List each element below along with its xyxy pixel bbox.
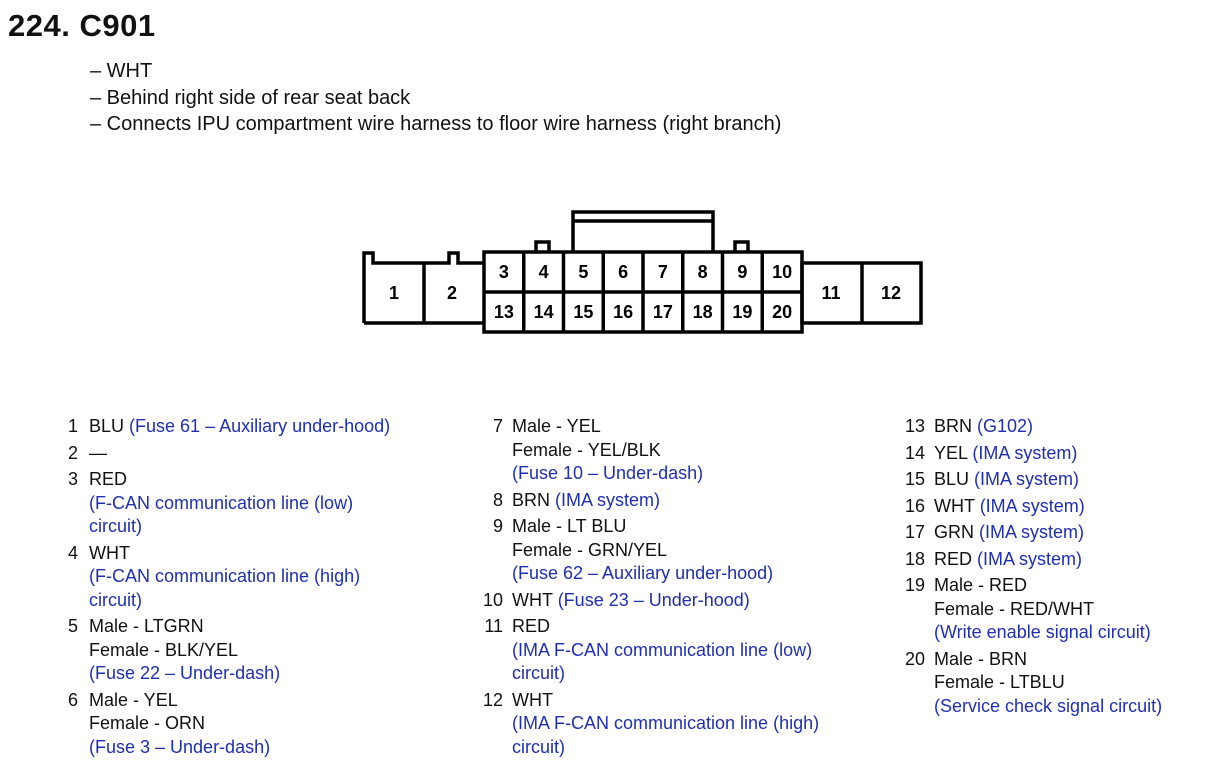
cavity-label-8: 8 — [697, 262, 708, 282]
pin-number: 12 — [482, 689, 503, 710]
wire-color: BLU — [934, 469, 970, 489]
male-color: Male - RED — [934, 575, 1028, 595]
location-line: – Behind right side of rear seat back — [90, 86, 411, 109]
female-color: Female - YEL/BLK — [512, 439, 661, 460]
female-color: Female - LTBLU — [934, 672, 1065, 692]
circuit-note: (G102) — [977, 416, 1034, 436]
pin-16 — [902, 495, 1202, 519]
cavity-label-4: 4 — [538, 262, 549, 282]
pin-number: 2 — [68, 442, 79, 463]
pin-18 — [902, 548, 1202, 572]
circuit-note: (Service check signal circuit) — [934, 695, 1163, 716]
connects-line: – Connects IPU compartment wire harness to floor wire harness (right branch) — [90, 113, 782, 135]
pin-5 — [68, 615, 468, 686]
pin-1 — [68, 415, 468, 439]
circuit-note-cont: circuit) — [512, 736, 565, 757]
pin-10 — [480, 589, 880, 613]
cavity-label-9: 9 — [737, 262, 748, 282]
cavity-label-15: 15 — [573, 302, 594, 322]
pin-number: 8 — [492, 489, 503, 510]
pinout-column-2 — [480, 415, 880, 762]
female-color: Female - BLK/YEL — [89, 639, 239, 660]
male-color: Male - YEL — [89, 689, 178, 710]
pin-number: 17 — [904, 522, 925, 542]
pin-3 — [68, 468, 468, 539]
pin-number: 1 — [68, 416, 79, 436]
cavity-label-3: 3 — [498, 262, 509, 282]
wire-color: WHT — [934, 495, 975, 516]
pin-number: 15 — [904, 469, 925, 489]
male-color: Male - BRN — [934, 648, 1028, 669]
male-color: Male - LTGRN — [89, 616, 204, 636]
pin-number: 7 — [492, 416, 503, 436]
circuit-note: (F-CAN communication line (low) — [89, 492, 354, 513]
cavity-label-19: 19 — [732, 302, 753, 322]
circuit-note: (Write enable signal circuit) — [934, 622, 1151, 642]
wire-color: BRN — [512, 489, 551, 510]
circuit-note: (IMA system) — [979, 522, 1085, 542]
pin-number: 19 — [904, 575, 925, 595]
pin-number: 3 — [68, 469, 79, 489]
pin-11 — [480, 615, 880, 686]
pin-number: 16 — [904, 495, 925, 516]
circuit-note-cont: circuit) — [89, 516, 142, 536]
pin-17 — [902, 521, 1202, 545]
pin-13 — [902, 415, 1202, 439]
wire-color: — — [89, 442, 107, 463]
circuit-note-cont: circuit) — [512, 663, 565, 683]
pin-9 — [480, 515, 880, 586]
pin-12 — [480, 689, 880, 760]
wire-color: YEL — [934, 442, 968, 463]
wire-color: GRN — [934, 522, 974, 542]
cavity-label-20: 20 — [772, 302, 793, 322]
circuit-note: (IMA system) — [972, 442, 1078, 463]
color-line: – WHT — [90, 60, 153, 82]
cavity-label-18: 18 — [692, 302, 713, 322]
circuit-note: (F-CAN communication line (high) — [89, 566, 361, 586]
circuit-note: (IMA system) — [974, 469, 1080, 489]
pin-number: 20 — [904, 648, 925, 669]
cavity-label-12: 12 — [880, 283, 902, 303]
pin-4 — [68, 542, 468, 613]
wire-color: WHT — [512, 589, 553, 610]
wire-color: RED — [89, 469, 128, 489]
circuit-note: (IMA system) — [977, 548, 1083, 569]
female-color: Female - GRN/YEL — [512, 539, 668, 560]
circuit-note: (Fuse 3 – Under-dash) — [89, 736, 271, 757]
wire-color: RED — [934, 548, 973, 569]
cavity-label-7: 7 — [657, 262, 668, 282]
cavity-label-5: 5 — [578, 262, 589, 282]
cavity-label-13: 13 — [493, 302, 514, 322]
wire-color: BRN — [934, 416, 973, 436]
circuit-note: (Fuse 62 – Auxiliary under-hood) — [512, 563, 774, 583]
female-color: Female - RED/WHT — [934, 598, 1095, 619]
pin-7 — [480, 415, 880, 486]
pin-number: 5 — [68, 616, 79, 636]
pin-8 — [480, 489, 880, 513]
cavity-label-11: 11 — [821, 283, 841, 303]
male-color: Male - YEL — [512, 416, 601, 436]
pinout-column-1 — [68, 415, 468, 762]
cavity-label-6: 6 — [618, 262, 629, 282]
circuit-note: (Fuse 10 – Under-dash) — [512, 463, 704, 483]
pin-number: 14 — [904, 442, 925, 463]
cavity-label-1: 1 — [388, 283, 400, 303]
circuit-note: (Fuse 22 – Under-dash) — [89, 663, 281, 683]
wire-color: WHT — [512, 689, 553, 710]
male-color: Male - LT BLU — [512, 516, 627, 536]
pin-number: 4 — [68, 542, 79, 563]
cavity-label-17: 17 — [652, 302, 673, 322]
pin-number: 13 — [904, 416, 925, 436]
pin-20 — [902, 648, 1202, 719]
pin-2 — [68, 442, 468, 466]
pin-number: 9 — [492, 516, 503, 536]
cavity-label-10: 10 — [772, 262, 793, 282]
pinout-column-3 — [902, 415, 1202, 721]
pin-number: 10 — [482, 589, 503, 610]
wire-color: WHT — [89, 542, 130, 563]
circuit-note: (IMA F-CAN communication line (high) — [512, 713, 820, 733]
cavity-label-16: 16 — [613, 302, 634, 322]
pin-number: 18 — [904, 548, 925, 569]
pin-14 — [902, 442, 1202, 466]
wire-color: RED — [512, 616, 551, 636]
circuit-note: (IMA F-CAN communication line (low) — [512, 639, 813, 660]
circuit-note: (Fuse 61 – Auxiliary under-hood) — [129, 416, 391, 436]
pin-15 — [902, 468, 1202, 492]
circuit-note: (Fuse 23 – Under-hood) — [557, 589, 750, 610]
pin-number: 6 — [68, 689, 79, 710]
female-color: Female - ORN — [89, 713, 206, 733]
connector-title: 224. C901 — [8, 8, 156, 43]
circuit-note: (IMA system) — [979, 495, 1085, 516]
cavity-label-2: 2 — [446, 283, 458, 303]
pin-number: 11 — [484, 616, 503, 636]
circuit-note-cont: circuit) — [89, 589, 142, 610]
wire-color: BLU — [89, 416, 125, 436]
cavity-label-14: 14 — [533, 302, 554, 322]
pin-6 — [68, 689, 468, 760]
pin-19 — [902, 574, 1202, 645]
circuit-note: (IMA system) — [555, 489, 661, 510]
